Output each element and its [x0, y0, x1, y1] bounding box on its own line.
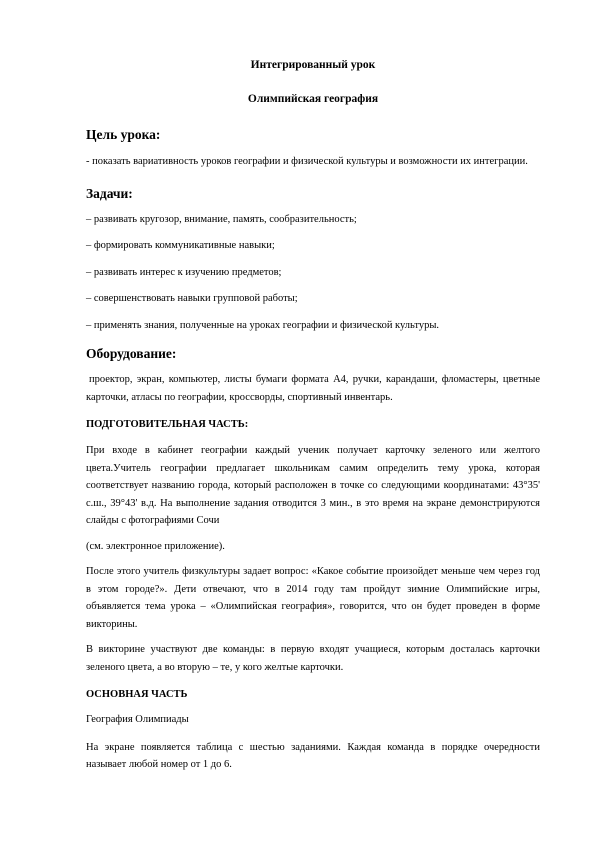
equipment-heading: Оборудование:	[86, 346, 177, 361]
sub-heading: География Олимпиады	[86, 714, 189, 725]
equipment-text: проектор, экран, компьютер, листы бумаги формата А4, ручки, карандаши, фломастеры, цветные карточки, атласы по географии, кроссворды, спортивный инвентарь.	[86, 374, 540, 403]
goal-text: - показать вариативность уроков географии и физической культуры и возможности их интеграции.	[86, 156, 528, 167]
task-item: – совершенствовать навыки групповой работы;	[86, 293, 298, 304]
goal-heading: Цель урока:	[86, 127, 161, 142]
task-item: – развивать кругозор, внимание, память, сообразительность;	[86, 213, 357, 225]
task-item: – формировать коммуникативные навыки;	[86, 240, 275, 251]
task-item: – развивать интерес к изучению предметов;	[86, 266, 282, 278]
task-item: – применять знания, полученные на уроках географии и физической культуры.	[86, 319, 440, 331]
prep-paragraph: (см. электронное приложение).	[86, 540, 225, 552]
document-title: Интегрированный урок	[250, 59, 376, 71]
prep-paragraph: В викторине участвуют две команды: в первую входят учащиеся, которым досталась карточки зеленого цвета, а во вторую – те, у кого желтые карточки.	[86, 644, 540, 673]
prep-paragraph: После этого учитель физкультуры задает вопрос: «Какое событие произойдет меньше чем через год в этом городе?». Дети отвечают, что в 2014 году там пройдут зимние Олимпийские игры, объявляется тема урока – «Олимпийская география», говорится, что он будет проведен в форме викторины.	[86, 566, 540, 630]
document-subtitle: Олимпийская география	[247, 93, 379, 105]
prep-heading: ПОДГОТОВИТЕЛЬНАЯ ЧАСТЬ:	[86, 419, 249, 430]
main-heading: ОСНОВНАЯ ЧАСТЬ	[86, 689, 188, 700]
main-paragraph: На экране появляется таблица с шестью заданиями. Каждая команда в порядке очередности называет любой номер от 1 до 6.	[86, 741, 540, 770]
tasks-heading: Задачи:	[86, 185, 133, 201]
prep-paragraph: При входе в кабинет географии каждый ученик получает карточку зеленого или желтого цвета.Учитель географии предлагает школьникам самим определить тему урока, которая соответствует названию города, который расположен в точке со следующими координатами: 43°35' с.ш., 39°43' в.д. На выполнение задания отводится 3 мин., в это время на экране демонстрируются слайды с фотографиями Сочи	[86, 445, 540, 526]
